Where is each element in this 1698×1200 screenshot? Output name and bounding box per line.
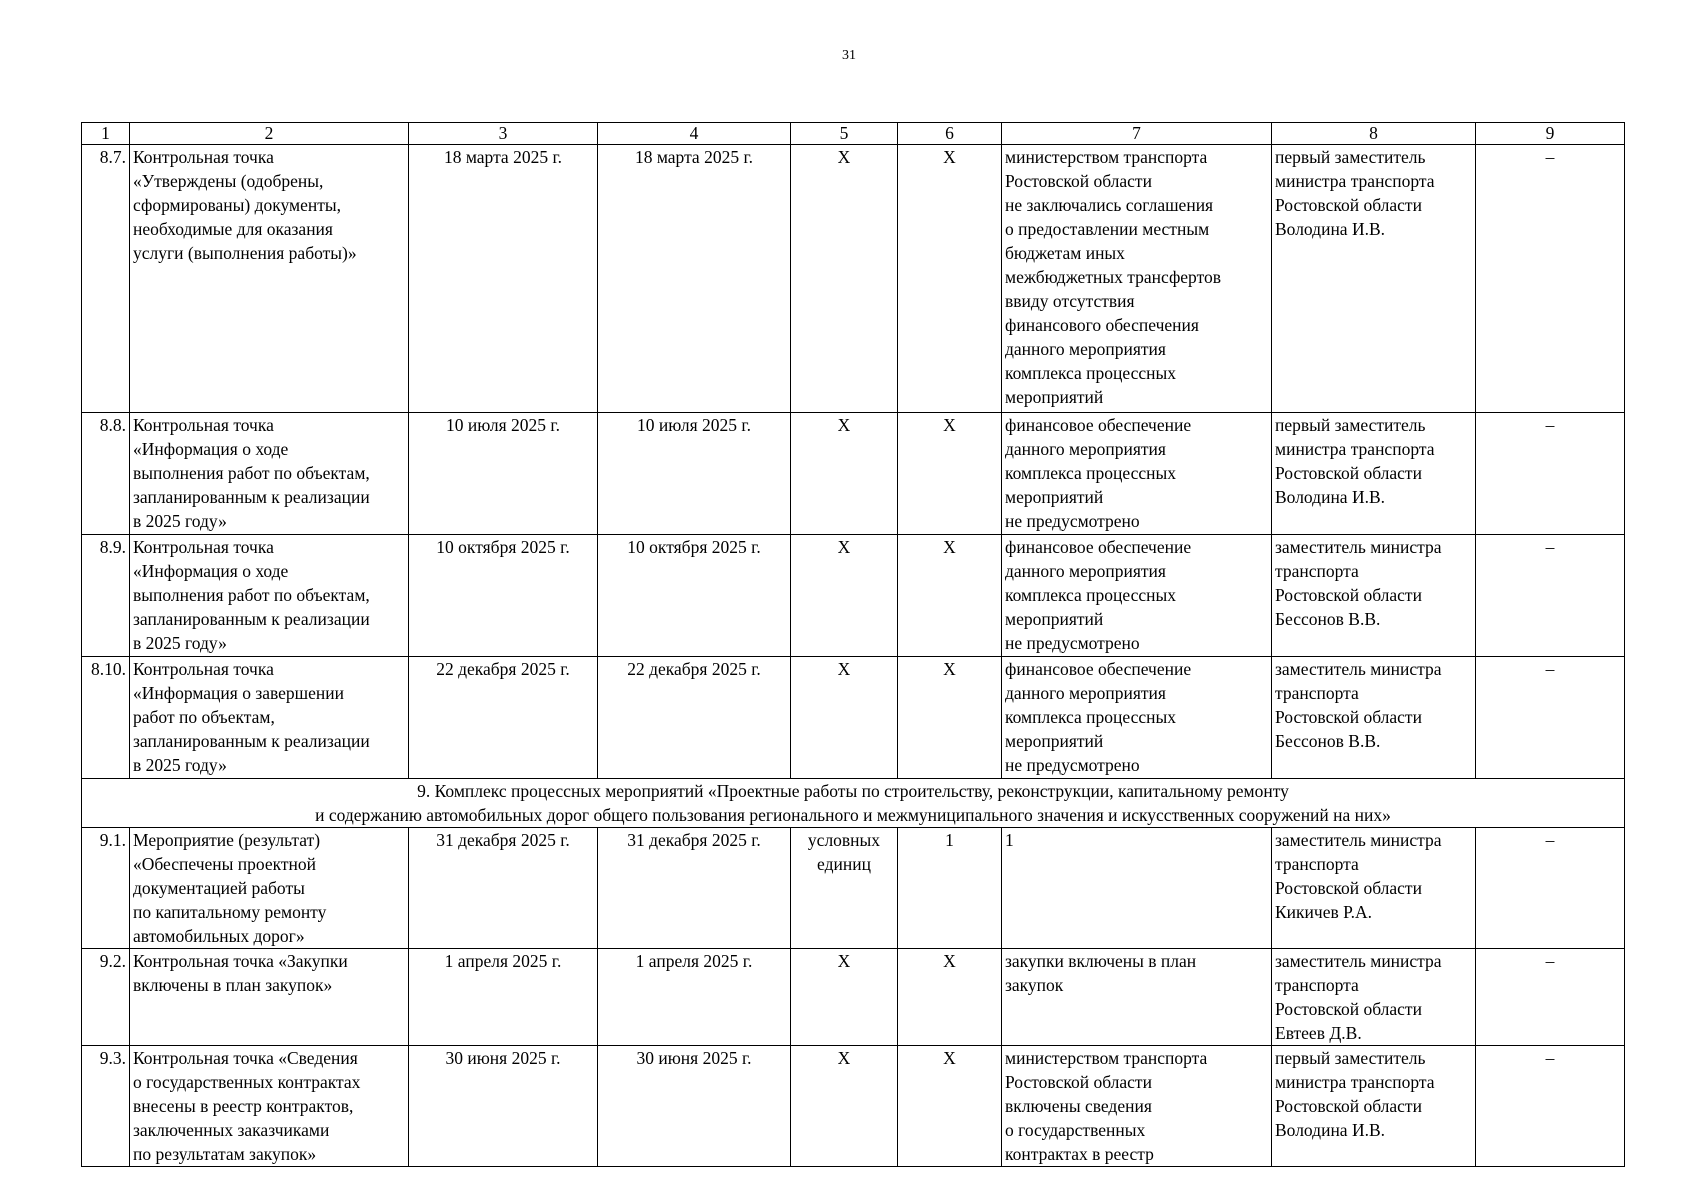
row-note: –	[1476, 949, 1625, 1046]
row-date-plan: 31 декабря 2025 г.	[409, 828, 598, 949]
table-row	[82, 535, 1625, 657]
row-status: финансовое обеспечение данного мероприятия комплекса процессных мероприятий не предусмотрено	[1002, 657, 1272, 779]
row-status: министерством транспорта Ростовской области не заключались соглашения о предоставлении местным бюджетам иных межбюджетных трансфертов ввиду отсутствия финансового обеспечения данного мероприятия комплекса процессных мероприятий	[1002, 145, 1272, 413]
row-number: 8.7.	[82, 145, 130, 413]
row-number: 8.10.	[82, 657, 130, 779]
column-number: 1	[82, 123, 130, 145]
row-date-plan: 18 марта 2025 г.	[409, 145, 598, 413]
row-value: Х	[898, 535, 1002, 657]
row-number: 8.9.	[82, 535, 130, 657]
section-row	[82, 779, 1625, 828]
row-date-plan: 10 июля 2025 г.	[409, 413, 598, 535]
row-date-fact: 10 июля 2025 г.	[598, 413, 791, 535]
row-date-fact: 22 декабря 2025 г.	[598, 657, 791, 779]
row-value: Х	[898, 1046, 1002, 1167]
row-unit: Х	[791, 145, 898, 413]
row-note: –	[1476, 413, 1625, 535]
column-number: 2	[130, 123, 409, 145]
row-status: финансовое обеспечение данного мероприятия комплекса процессных мероприятий не предусмотрено	[1002, 413, 1272, 535]
row-unit: Х	[791, 1046, 898, 1167]
table-row	[82, 145, 1625, 413]
row-name: Контрольная точка «Закупки включены в план закупок»	[130, 949, 409, 1046]
row-responsible: заместитель министра транспорта Ростовской области Бессонов В.В.	[1272, 657, 1476, 779]
report-table	[81, 122, 1625, 1167]
row-value: Х	[898, 413, 1002, 535]
row-responsible: заместитель министра транспорта Ростовской области Кикичев Р.А.	[1272, 828, 1476, 949]
column-number: 7	[1002, 123, 1272, 145]
row-name: Контрольная точка «Информация о завершении работ по объектам, запланированным к реализации в 2025 году»	[130, 657, 409, 779]
row-date-fact: 1 апреля 2025 г.	[598, 949, 791, 1046]
row-date-fact: 18 марта 2025 г.	[598, 145, 791, 413]
row-date-plan: 10 октября 2025 г.	[409, 535, 598, 657]
row-responsible: первый заместитель министра транспорта Ростовской области Володина И.В.	[1272, 1046, 1476, 1167]
row-number: 9.2.	[82, 949, 130, 1046]
row-number: 9.3.	[82, 1046, 130, 1167]
row-date-fact: 10 октября 2025 г.	[598, 535, 791, 657]
row-name: Контрольная точка «Утверждены (одобрены, сформированы) документы, необходимые для оказания услуги (выполнения работы)»	[130, 145, 409, 413]
row-note: –	[1476, 657, 1625, 779]
row-responsible: первый заместитель министра транспорта Ростовской области Володина И.В.	[1272, 145, 1476, 413]
row-responsible: заместитель министра транспорта Ростовской области Евтеев Д.В.	[1272, 949, 1476, 1046]
row-unit: условных единиц	[791, 828, 898, 949]
row-name: Контрольная точка «Сведения о государственных контрактах внесены в реестр контрактов, заключенных заказчиками по результатам закупок»	[130, 1046, 409, 1167]
column-number: 9	[1476, 123, 1625, 145]
row-date-plan: 1 апреля 2025 г.	[409, 949, 598, 1046]
row-status: закупки включены в план закупок	[1002, 949, 1272, 1046]
row-value: Х	[898, 657, 1002, 779]
row-unit: Х	[791, 949, 898, 1046]
row-number: 9.1.	[82, 828, 130, 949]
row-note: –	[1476, 535, 1625, 657]
row-date-fact: 30 июня 2025 г.	[598, 1046, 791, 1167]
row-value: Х	[898, 145, 1002, 413]
row-status: 1	[1002, 828, 1272, 949]
row-number: 8.8.	[82, 413, 130, 535]
row-date-plan: 30 июня 2025 г.	[409, 1046, 598, 1167]
row-value: 1	[898, 828, 1002, 949]
row-responsible: первый заместитель министра транспорта Ростовской области Володина И.В.	[1272, 413, 1476, 535]
column-number: 8	[1272, 123, 1476, 145]
column-numbers-row	[82, 123, 1625, 145]
table-body	[82, 123, 1625, 1167]
table-row	[82, 413, 1625, 535]
row-value: Х	[898, 949, 1002, 1046]
column-number: 4	[598, 123, 791, 145]
column-number: 6	[898, 123, 1002, 145]
row-status: финансовое обеспечение данного мероприятия комплекса процессных мероприятий не предусмотрено	[1002, 535, 1272, 657]
row-note: –	[1476, 145, 1625, 413]
column-number: 5	[791, 123, 898, 145]
row-unit: Х	[791, 535, 898, 657]
row-unit: Х	[791, 413, 898, 535]
table-row	[82, 657, 1625, 779]
row-date-fact: 31 декабря 2025 г.	[598, 828, 791, 949]
column-number: 3	[409, 123, 598, 145]
section-title: 9. Комплекс процессных мероприятий «Проектные работы по строительству, реконструкции, капитальному ремонту и содержанию автомобильных дорог общего пользования регионального и межмуниципального значения и искусственных сооружений на них»	[82, 779, 1625, 828]
page-number: 31	[842, 48, 856, 63]
table-row	[82, 828, 1625, 949]
row-unit: Х	[791, 657, 898, 779]
row-responsible: заместитель министра транспорта Ростовской области Бессонов В.В.	[1272, 535, 1476, 657]
row-note: –	[1476, 828, 1625, 949]
row-status: министерством транспорта Ростовской области включены сведения о государственных контрактах в реестр	[1002, 1046, 1272, 1167]
table-row	[82, 949, 1625, 1046]
row-name: Мероприятие (результат) «Обеспечены проектной документацией работы по капитальному ремонту автомобильных дорог»	[130, 828, 409, 949]
row-date-plan: 22 декабря 2025 г.	[409, 657, 598, 779]
table-row	[82, 1046, 1625, 1167]
row-name: Контрольная точка «Информация о ходе выполнения работ по объектам, запланированным к реализации в 2025 году»	[130, 535, 409, 657]
row-note: –	[1476, 1046, 1625, 1167]
row-name: Контрольная точка «Информация о ходе выполнения работ по объектам, запланированным к реализации в 2025 году»	[130, 413, 409, 535]
